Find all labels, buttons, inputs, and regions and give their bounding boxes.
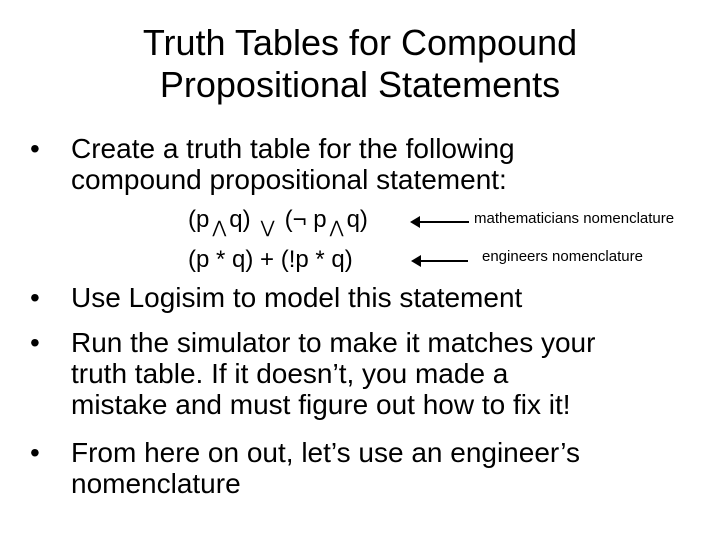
bullet-item-logisim (30, 282, 700, 313)
bullet-text: Create a truth table for the following compound propositional statement: (71, 133, 515, 195)
slide-title (0, 22, 720, 106)
bullet-item-engineer-nomenclature (30, 437, 700, 499)
bullet-marker: • (30, 282, 40, 313)
engineer-nomenclature-label: engineers nomenclature (482, 248, 643, 265)
and-operator: ⋀ (212, 218, 227, 237)
expr-part-p: (p (188, 206, 210, 233)
expr-part-q: q) (229, 206, 251, 233)
bullet-text: Run the simulator to make it matches your truth table. If it doesn’t, you made a mistake and must figure out how to fix it! (71, 327, 596, 420)
expr-part-q: q) (346, 206, 368, 233)
bullet-marker: • (30, 133, 40, 164)
arrow-eng-icon (420, 260, 468, 262)
engineer-expression: (p * q) + (!p * q) (188, 246, 353, 273)
bullet-text: From here on out, let’s use an engineer’s nomenclature (71, 437, 580, 499)
bullet-item-create-truth-table (30, 133, 700, 195)
bullet-marker: • (30, 327, 40, 358)
or-operator: ⋁ (260, 218, 275, 237)
and-operator: ⋀ (329, 218, 344, 237)
title-line-1: Truth Tables for Compound (142, 22, 578, 63)
math-expression (188, 206, 368, 242)
bullet-marker: • (30, 437, 40, 468)
bullet-item-run-simulator (30, 327, 700, 420)
math-nomenclature-label: mathematicians nomenclature (474, 210, 675, 227)
title-line-2: Propositional Statements (159, 64, 561, 105)
expr-part-not-p: (¬ p (284, 206, 327, 233)
bullet-text: Use Logisim to model this statement (71, 282, 523, 313)
arrow-math-icon (419, 221, 469, 223)
